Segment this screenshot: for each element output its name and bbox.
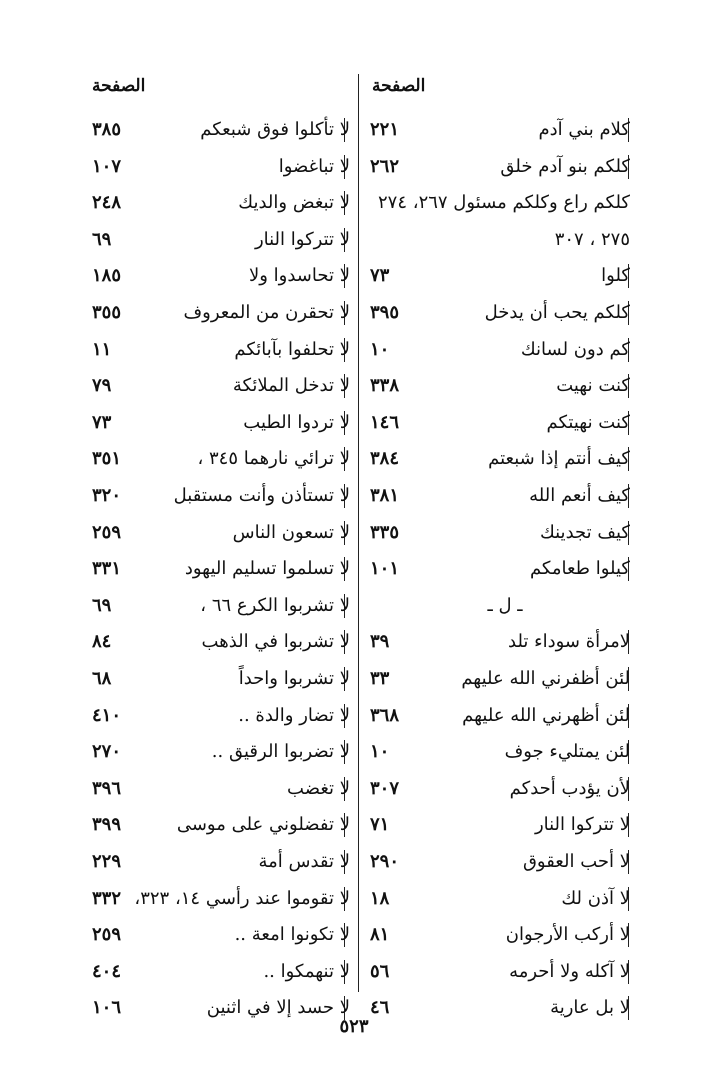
index-entry [370, 661, 630, 697]
index-entry [92, 624, 350, 660]
entry-page-number: ٣٨٥ [92, 119, 122, 140]
index-entry [370, 807, 630, 843]
entry-text: لا تضربوا الرقيق .. [211, 741, 350, 763]
entry-page-number: ٢٢٩ [92, 851, 122, 872]
entry-text: لا تحاسدوا ولا [248, 265, 350, 287]
entry-page-number: ٣٨٤ [370, 448, 400, 470]
index-entry [370, 222, 630, 258]
entry-page-number: ٣٩٦ [92, 777, 122, 799]
entry-page-number: ١٠٧ [92, 155, 122, 177]
index-entry [92, 734, 350, 770]
entry-page-number: ٣٥٥ [92, 302, 122, 323]
index-entry [370, 295, 630, 331]
entry-text: لا تشربوا الكرع ٦٦ ، [200, 594, 350, 616]
entry-page-number: ٧١ [370, 814, 390, 836]
index-entry [92, 112, 350, 148]
page-number: ٥٢٣ [339, 1016, 369, 1037]
entry-text: لا تكونوا امعة .. [234, 924, 350, 946]
entry-text: كلكم بنو آدم خلق [500, 155, 630, 177]
entry-page-number: ٦٩ [92, 228, 112, 250]
entry-text: لا تفضلوني على موسى [176, 814, 350, 836]
index-entry [370, 515, 630, 551]
entry-text: لا تأكلوا فوق شبعكم [200, 119, 350, 140]
entry-page-number: ٦٩ [92, 594, 112, 616]
entry-text: لا آكله ولا أحرمه [509, 960, 630, 982]
entry-text: لا آذن لك [561, 887, 630, 909]
entry-text: ٢٧٥ ، ٣٠٧ [554, 228, 630, 250]
entry-text: لا تدخل الملائكة [232, 375, 350, 397]
index-entry [92, 222, 350, 258]
index-entry [370, 551, 630, 587]
index-entry [92, 954, 350, 990]
index-entry [370, 698, 630, 734]
entry-page-number: ٢٩٠ [370, 851, 400, 872]
entry-text: لا تحلفوا بآبائكم [234, 338, 350, 360]
index-entry [370, 368, 630, 404]
index-entry [92, 588, 350, 624]
entry-text: كلكم راع وكلكم مسئول ٢٦٧، ٢٧٤ [378, 192, 630, 214]
entry-page-number: ٥٦ [370, 960, 390, 982]
index-entry [370, 588, 630, 624]
entry-page-number: ٧٣ [370, 265, 390, 287]
entry-page-number: ٣٠٧ [370, 777, 400, 799]
entry-text: لا أركب الأرجوان [505, 924, 630, 946]
index-entry [370, 734, 630, 770]
entry-page-number: ١٨٥ [92, 265, 122, 287]
entry-page-number: ٣٩ [370, 631, 390, 653]
entry-page-number: ٣٩٩ [92, 814, 122, 836]
entry-text: لا تغضب [287, 777, 350, 799]
entry-page-number: ١٠ [370, 338, 390, 360]
entry-text: لا تشربوا واحداً [238, 668, 350, 689]
entry-page-number: ٣٣ [370, 668, 390, 689]
entry-page-number: ٣٨١ [370, 485, 400, 506]
entry-page-number: ٤٦ [370, 997, 390, 1019]
entry-text: لا تنهمكوا .. [263, 960, 350, 982]
entry-text: لا تباغضوا [278, 155, 350, 177]
entry-page-number: ٣٢٠ [92, 485, 122, 506]
entry-text: لامرأة سوداء تلد [508, 631, 630, 653]
index-entry [92, 258, 350, 294]
index-entry [370, 954, 630, 990]
entry-page-number: ٤٠٤ [92, 960, 122, 982]
entry-text: لئن أظهرني الله عليهم [462, 704, 630, 726]
index-entry [370, 185, 630, 221]
entry-page-number: ٢٦٢ [370, 155, 400, 177]
entry-text: لا تردوا الطيب [243, 411, 350, 433]
index-entry [92, 441, 350, 477]
entry-page-number: ٧٩ [92, 375, 112, 397]
entry-text: لا تسلموا تسليم اليهود [184, 558, 350, 580]
entry-text: لا تقوموا عند رأسي ١٤، ٣٢٣، [134, 887, 350, 909]
entry-text: لا بل عارية [550, 997, 630, 1019]
index-entry [370, 881, 630, 917]
entry-page-number: ٢٥٩ [92, 924, 122, 946]
entry-text: لا تبغض والديك [238, 192, 350, 214]
entry-page-number: ٢٥٩ [92, 521, 122, 543]
entry-text: لا تتركوا النار [534, 814, 630, 836]
index-entry [92, 698, 350, 734]
left-column-header: الصفحة [92, 76, 146, 96]
entry-page-number: ١٠١ [370, 558, 400, 580]
entry-text: كيف أنعم الله [529, 485, 630, 506]
index-entry [370, 844, 630, 880]
entry-page-number: ٢٢١ [370, 119, 400, 140]
entry-page-number: ٣٣٥ [370, 521, 400, 543]
index-entry [92, 771, 350, 807]
index-entry [92, 478, 350, 514]
index-entry [370, 405, 630, 441]
entry-page-number: ٣٣٢ [92, 887, 122, 909]
entry-text: لا تستأذن وأنت مستقبل [173, 485, 350, 506]
entry-text: ـ ل ـ [487, 594, 523, 616]
entry-text: لا تقدس أمة [258, 851, 350, 872]
entry-page-number: ٨٤ [92, 631, 112, 653]
index-entry [370, 258, 630, 294]
index-entry [370, 441, 630, 477]
entry-page-number: ٤١٠ [92, 704, 122, 726]
index-entry [92, 515, 350, 551]
entry-page-number: ٨١ [370, 924, 390, 946]
entry-page-number: ٣٦٨ [370, 704, 400, 726]
index-entry [370, 624, 630, 660]
entry-page-number: ١٤٦ [370, 411, 400, 433]
entry-page-number: ٣٣٨ [370, 375, 400, 397]
entry-text: لا حسد إلا في اثنين [206, 997, 350, 1019]
entry-page-number: ١٠٦ [92, 997, 122, 1019]
index-entry [92, 368, 350, 404]
entry-text: كيلوا طعامكم [529, 558, 630, 580]
entry-text: كم دون لسانك [520, 338, 630, 360]
index-entry [92, 917, 350, 953]
entry-page-number: ٢٧٠ [92, 741, 122, 763]
entry-text: كنت نهيت [556, 375, 630, 397]
index-entry [370, 771, 630, 807]
entry-page-number: ٣٣١ [92, 558, 122, 580]
index-entry [92, 881, 350, 917]
index-entry [92, 661, 350, 697]
index-entry [370, 332, 630, 368]
index-entry [92, 295, 350, 331]
entry-page-number: ١٠ [370, 741, 390, 763]
index-entry [370, 149, 630, 185]
index-entry [370, 112, 630, 148]
entry-text: لا تشربوا في الذهب [201, 631, 350, 653]
index-entry [92, 405, 350, 441]
entry-text: لا تضار والدة .. [238, 704, 350, 726]
index-entry [92, 844, 350, 880]
index-entry [92, 551, 350, 587]
entry-page-number: ٢٤٨ [92, 192, 122, 214]
entry-page-number: ٣٥١ [92, 448, 122, 470]
entry-text: لأن يؤدب أحدكم [509, 777, 630, 799]
entry-text: لا تتركوا النار [254, 228, 350, 250]
entry-text: كنت نهيتكم [546, 411, 630, 433]
index-entry [370, 917, 630, 953]
index-entry [92, 185, 350, 221]
index-entry [92, 332, 350, 368]
entry-page-number: ٣٩٥ [370, 302, 400, 323]
entry-page-number: ٧٣ [92, 411, 112, 433]
entry-text: كلوا [601, 265, 630, 287]
entry-page-number: ١١ [92, 338, 112, 360]
right-column-header: الصفحة [372, 76, 426, 96]
entry-page-number: ٦٨ [92, 668, 112, 689]
entry-text: كيف أنتم إذا شبعتم [488, 448, 630, 470]
entry-text: كلام بني آدم [538, 119, 630, 140]
entry-text: كيف تجدينك [539, 521, 630, 543]
entry-text: لا تسعون الناس [232, 521, 350, 543]
entry-text: لا تحقرن من المعروف [183, 302, 350, 323]
index-entry [92, 149, 350, 185]
entry-page-number: ١٨ [370, 887, 390, 909]
index-entry [92, 807, 350, 843]
entry-text: لا ترائي نارهما ٣٤٥ ، [197, 448, 350, 470]
entry-text: لئن يمتليء جوف [504, 741, 630, 763]
entry-text: لئن أظفرني الله عليهم [461, 668, 630, 689]
index-entry [370, 478, 630, 514]
entry-text: لا أحب العقوق [522, 851, 630, 872]
entry-text: كلكم يحب أن يدخل [484, 302, 630, 323]
